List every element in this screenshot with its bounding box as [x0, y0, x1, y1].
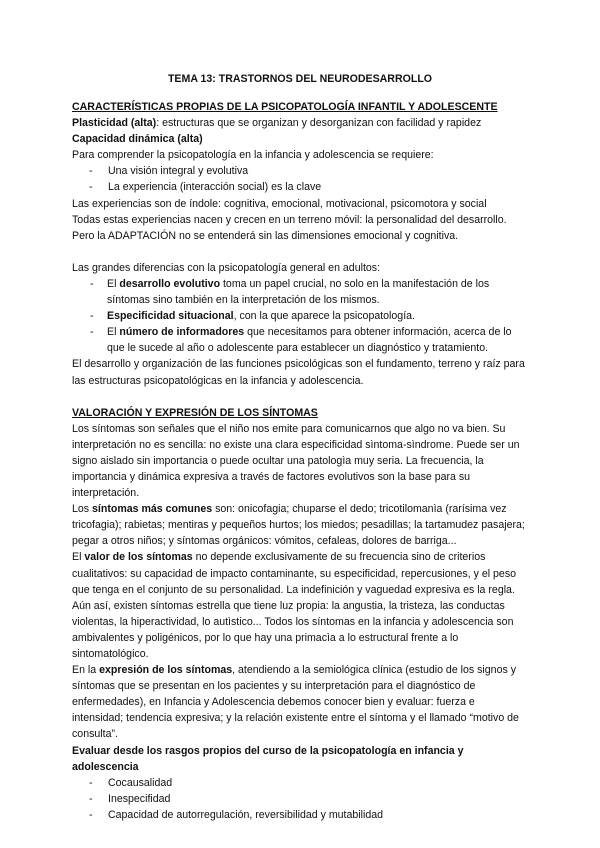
list-item: - Cocausalidad: [72, 775, 528, 791]
paragraph-sintomas-comunes: Los síntomas más comunes son: onicofagia; chuparse el dedo; tricotilomanìa (rarísima vez tricofagia); rabietas; mentiras y pequeños hurtos; los miedos; pesadillas; la tartamudez pasajera; pegar a otros niños; y síntomas orgánicos: vómitos, cefaleas, dolores de barriga...: [72, 503, 525, 548]
paragraph-sintomas-estrella: Aún así, existen síntomas estrella que tiene luz propia: la angustia, la tristeza, las conductas violentas, la hiperactividad, lo autìstico... Todos los síntomas en la infancia y adolescencia son ambivalentes y poligénicos, por lo que hay una primacìa a lo estructural frente a lo sintomatológico.: [72, 599, 514, 660]
list-item: - Inespecifidad: [72, 791, 528, 807]
paragraph-valor-sintomas: El valor de los síntomas no depende exclusivamente de su frecuencia sino de criterios cualitativos: su capacidad de impacto contaminante, su especificidad, repercusiones, y el peso que tenga en el conjunto de su personalidad. La indefinición y vaguedad expresiva es la regla.: [72, 551, 517, 596]
list-item: - El número de informadores que necesitamos para obtener información, acerca de lo que le sucede al año o adolescente para establecer un diagnóstico y tratamiento.: [72, 324, 528, 356]
section-heading-caracteristicas: CARACTERÍSTICAS PROPIAS DE LA PSICOPATOLOGÍA INFANTIL Y ADOLESCENTE: [72, 101, 498, 113]
list-item: - La experiencia (interacción social) es la clave: [72, 179, 528, 195]
capacidad-dinamica-label: Capacidad dinámica (alta): [72, 133, 203, 146]
list-item: - Capacidad de autorregulación, reversibilidad y mutabilidad: [72, 807, 528, 823]
document-title: TEMA 13: TRASTORNOS DEL NEURODESARROLLO: [167, 73, 433, 85]
paragraph-diferencias: Las grandes diferencias con la psicopatología general en adultos:: [72, 261, 381, 274]
paragraph-evaluar: Evaluar desde los rasgos propios del curso de la psicopatología en infancia y adolescencia: [72, 744, 464, 773]
section-heading-valoracion: VALORACIÓN Y EXPRESIÓN DE LOS SÍNTOMAS: [72, 406, 318, 419]
paragraph-desarrollo: El desarrollo y organización de las funciones psicológicas son el fundamento, terreno y raíz para las estructuras psicopatológicas en la infancia y adolescencia.: [72, 358, 525, 387]
differences-list: [72, 276, 528, 356]
paragraph-intro: Para comprender la psicopatología en la infancia y adolescencia se requiere:: [72, 149, 434, 162]
list-item: - El desarrollo evolutivo toma un papel crucial, no solo en la manifestación de los síntomas sino también en la interpretación de los mismos.: [72, 276, 528, 308]
list-item: - Especificidad situacional, con la que aparece la psicopatología.: [72, 308, 528, 324]
list-item: - Una visión integral y evolutiva: [72, 163, 528, 179]
paragraph-experiencias: Las experiencias son de índole: cognitiva, emocional, motivacional, psicomotora y social: [72, 197, 487, 210]
paragraph-plasticidad: [72, 115, 528, 131]
document-body: [72, 99, 528, 823]
paragraph-expresion-sintomas: En la expresión de los síntomas, atendiendo a la semiológica clínica (estudio de los signos y síntomas que se presentan en los pacientes y su interpretación para el diagnóstico de enfermedades), en Infancia y Adolescencia debemos conocer bien y evaluar: fuerza e intensidad; tendencia expresiva; y la relación existente entre el síntoma y el llamado “motivo de consulta”.: [72, 664, 519, 741]
paragraph-pero: Pero la ADAPTACIÓN no se entenderá sin las dimensiones emocional y cognitiva.: [72, 229, 459, 242]
paragraph-todas: Todas estas experiencias nacen y crecen en un terreno móvil: la personalidad del desarrollo.: [72, 213, 507, 226]
requirements-list: [72, 163, 528, 195]
spacer: [72, 244, 528, 260]
spacer: [72, 389, 528, 405]
plasticidad-label: Plasticidad (alta): [72, 117, 157, 130]
paragraph-senales: Los síntomas son señales que el niño nos emite para comunicarnos que algo no va bien. Su interpretación no es sencilla: no existe una clara especificidad sìntoma-sìndrome. Puede ser un signo aislado sin importancia o puede ocultar una patologìa muy seria. La frecuencia, la importancia y dinámica expresiva a través de factores evolutivos son la base para su interpretación.: [72, 422, 520, 500]
plasticidad-text: : estructuras que se organizan y desorganizan con facilidad y rapidez: [156, 117, 482, 130]
rasgos-list: [72, 775, 528, 823]
